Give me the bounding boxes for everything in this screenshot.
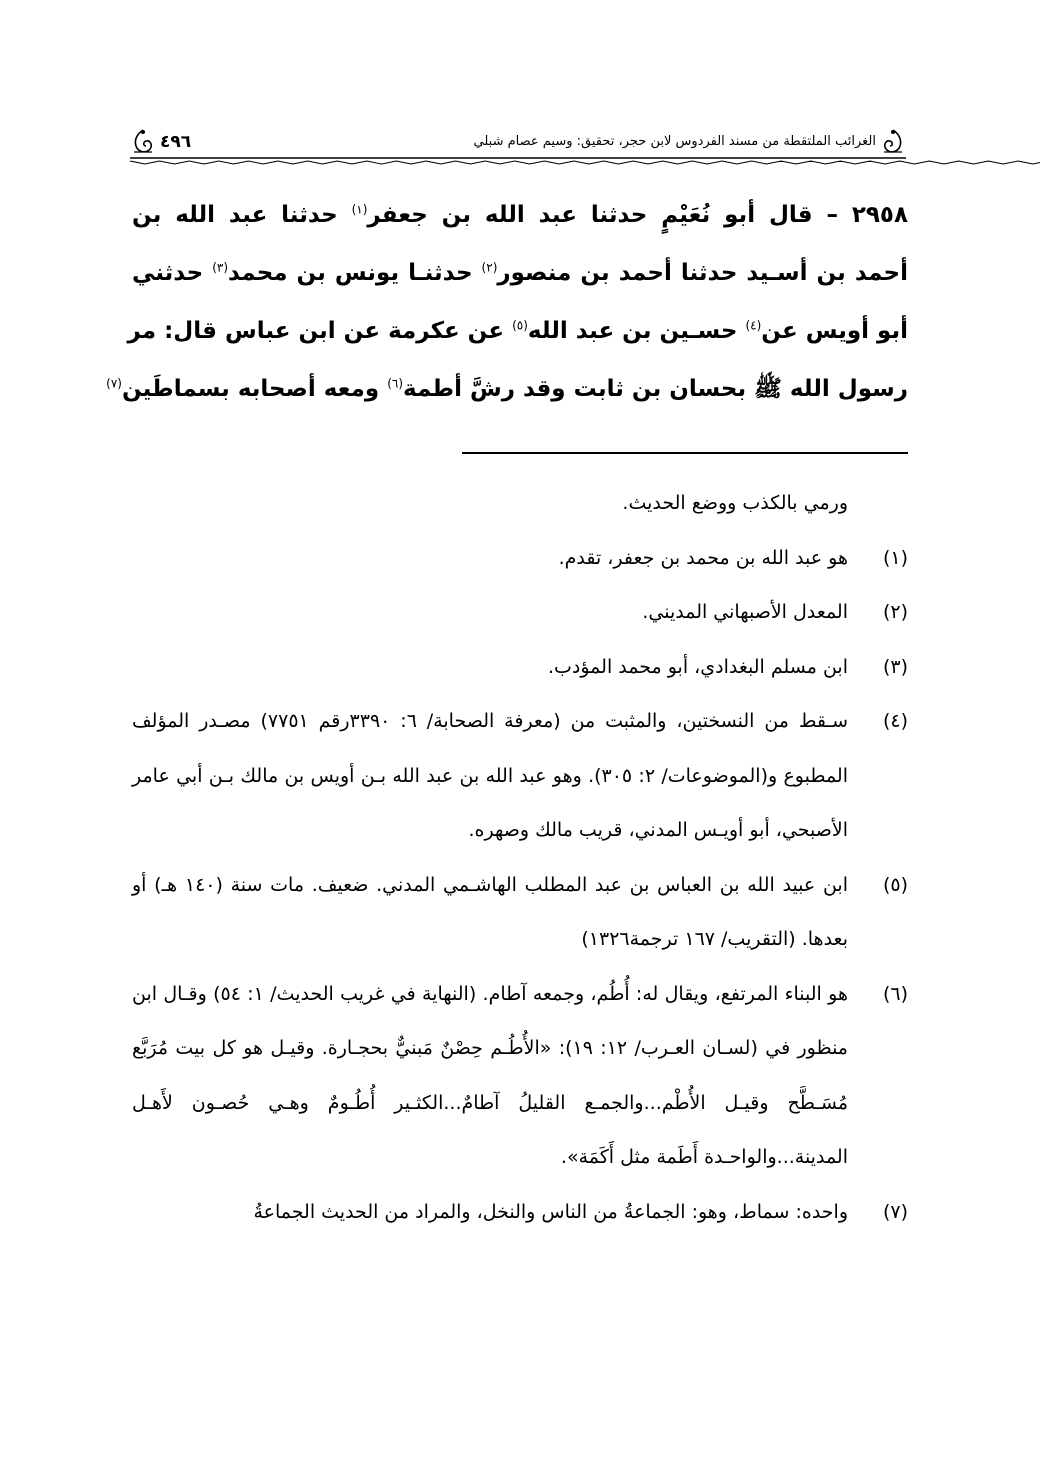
footnote-number: (٧) [882, 1200, 908, 1223]
footnote-separator [462, 452, 908, 454]
footnote-ref-4[interactable]: (٤) [745, 318, 762, 333]
header-rule [130, 157, 906, 165]
footnote-ref-6[interactable]: (٦) [387, 376, 404, 391]
running-title: الغرائب الملتقطة من مسند الفردوس لابن حجر، تحقيق: وسيم عصام شبلي [473, 134, 876, 149]
footnote-1 [132, 531, 908, 586]
hadith-number: ٢٩٥٨ [851, 202, 908, 228]
footnote-text: ابن عبيد الله بن العباس بن عبد المطلب الهاشـمي المدني. ضعيف. مات سنة (١٤٠ هـ) أو بعدها. (التقريب/ ١٦٧ ترجمة١٣٢٦) [132, 873, 848, 950]
footnote-4 [132, 694, 908, 858]
running-header [130, 124, 906, 168]
footnote-ref-3[interactable]: (٣) [212, 260, 229, 275]
footnote-number: (١) [882, 546, 908, 569]
hadith-line-3-mid: حسـين بن عبد الله [527, 318, 746, 344]
footnote-text: ابن مسلم البغدادي، أبو محمد المؤدب. [547, 655, 848, 678]
footnote-6 [132, 967, 908, 1185]
footnote-number: (٢) [882, 601, 908, 623]
hadith-line-4-pre: رسول الله ﷺ بحسان بن ثابت وقد رشَّ أطمة [403, 376, 908, 402]
footnote-ref-1[interactable]: (١) [351, 202, 368, 217]
hadith-line-1 [132, 186, 908, 244]
hadith-line-3-pre: أبو أويس عن [761, 318, 908, 344]
footnote-number: (٤) [882, 710, 908, 732]
ornament-right-icon [880, 128, 906, 156]
hadith-line-2-pre: أحمد بن أسـيد حدثنا أحمد بن منصور [497, 260, 908, 286]
hadith-text [106, 186, 908, 418]
hadith-line-3 [127, 302, 908, 360]
hadith-line-2-mid: حدثنـا يونس بن محمد [228, 260, 482, 286]
footnote-number: (٣) [882, 655, 908, 678]
footnote-number: (٥) [882, 873, 908, 896]
hadith-line-1-post: حدثنا عبد الله بن [132, 202, 352, 228]
footnote-text: هو عبد الله بن محمد بن جعفر، تقدم. [558, 546, 848, 569]
footnote-2 [132, 585, 908, 640]
footnote-continuation: ورمي بالكذب ووضع الحديث. [622, 492, 848, 514]
hadith-line-1-pre: – قال أبو نُعَيْمٍ حدثنا عبد الله بن جعفر [367, 202, 852, 228]
footnote-text: واحده: سماط، وهو: الجماعةُ من الناس والنخل، والمراد من الحديث الجماعةُ [253, 1200, 848, 1223]
footnote-text: هو البناء المرتفع، ويقال له: أُطُم، وجمعه آطام. (النهاية في غريب الحديث/ ١: ٥٤) وقـال ابن منظور في (لسـان العـرب/ ١٢: ١٩): «الأُطُـم حِصْنٌ مَبنيٌّ بحجـارة. وقيـل هو كل بيت مُرَبَّع مُسَـطَّح وقيـل الأُطْم...والجمـع القليلُ آطامٌ...الكثـير أُطُـومٌ وهـي حُصـون لأَهـل المدينة...والواحـدة أَطَمة مثل أَكَمَة». [132, 982, 848, 1168]
footnote-text: سـقط من النسختين، والمثبت من (معرفة الصحابة/ ٦: ٣٣٩٠رقم ٧٧٥١) مصـدر المؤلف المطبوع و(الموضوعات/ ٢: ٣٠٥). وهو عبد الله بن عبد الله بـن أويس بن مالك بـن أبي عامر الأصبحي، أبو أويـس المدني، قريب مالك وصهره. [132, 710, 849, 841]
hadith-line-4 [106, 360, 908, 418]
footnote-5 [132, 858, 908, 967]
footnote-number: (٦) [882, 982, 908, 1005]
header-bar [130, 130, 906, 154]
footnotes [132, 476, 908, 1239]
footnote-ref-5[interactable]: (٥) [512, 318, 528, 333]
footnote-text: المعدل الأصبهاني المديني. [642, 601, 848, 623]
footnote-7 [132, 1185, 908, 1240]
hadith-line-2-post: حدثني [132, 260, 213, 286]
footnote-ref-2[interactable]: (٢) [481, 260, 498, 275]
footnote-ref-7[interactable]: (٧) [106, 376, 122, 391]
page-number: ٤٩٦ [160, 132, 192, 152]
footnote-3 [132, 640, 908, 695]
hadith-line-3-post: عن عكرمة عن ابن عباس قال: مر [127, 318, 513, 344]
hadith-line-2 [132, 244, 908, 302]
hadith-line-4-mid: ومعه أصحابه بسماطَين [121, 376, 388, 402]
